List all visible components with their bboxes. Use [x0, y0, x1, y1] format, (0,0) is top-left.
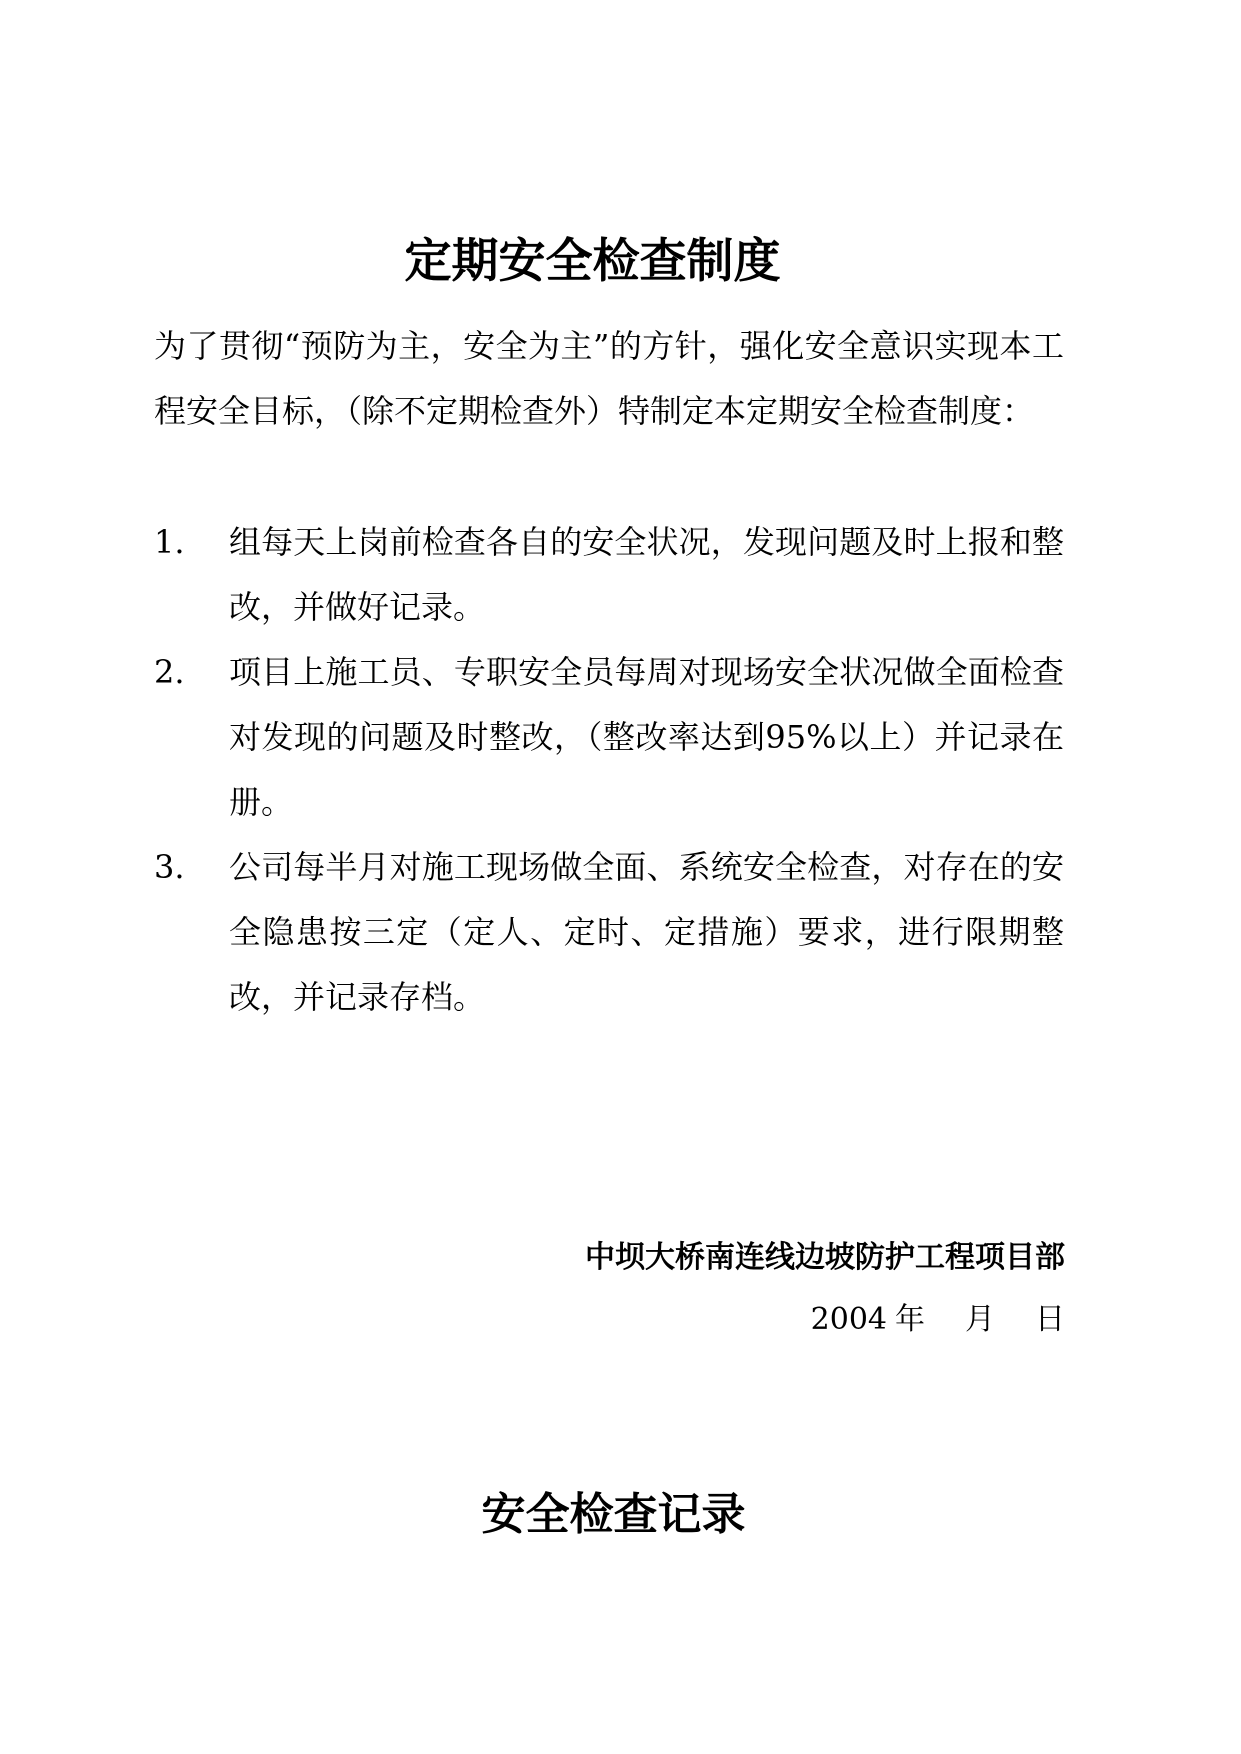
date-year-label: 年	[895, 1302, 925, 1337]
intro-paragraph: 为了贯彻“预防为主，安全为主”的方针，强化安全意识实现本工程安全目标，（除不定期检查外）特制定本定期安全检查制度：	[154, 327, 1064, 430]
date-month-label: 月	[965, 1302, 995, 1337]
document-title: 定期安全检查制度	[404, 234, 781, 289]
list-item-number: 2.	[154, 653, 185, 691]
list-item	[154, 510, 1064, 640]
signature-organization: 中坝大桥南连线边坡防护工程项目部	[585, 1240, 1065, 1275]
list-item-text: 公司每半月对施工现场做全面、系统安全检查，对存在的安全隐患按三定（定人、定时、定措施）要求，进行限期整改，并记录存档。	[229, 848, 1064, 1016]
list-item-number: 3.	[154, 848, 185, 886]
list-item	[154, 835, 1064, 1030]
rules-list	[154, 510, 1064, 1030]
signature-date	[811, 1300, 1065, 1340]
list-item	[154, 640, 1064, 835]
date-day-label: 日	[1035, 1302, 1065, 1337]
date-year: 2004	[810, 1302, 887, 1337]
list-item-text: 项目上施工员、专职安全员每周对现场安全状况做全面检查对发现的问题及时整改，（整改率达到95%以上）并记录在册。	[229, 653, 1064, 821]
list-item-number: 1.	[154, 523, 185, 561]
second-section-title: 安全检查记录	[481, 1489, 746, 1540]
list-item-text: 组每天上岗前检查各自的安全状况，发现问题及时上报和整改，并做好记录。	[229, 523, 1064, 626]
